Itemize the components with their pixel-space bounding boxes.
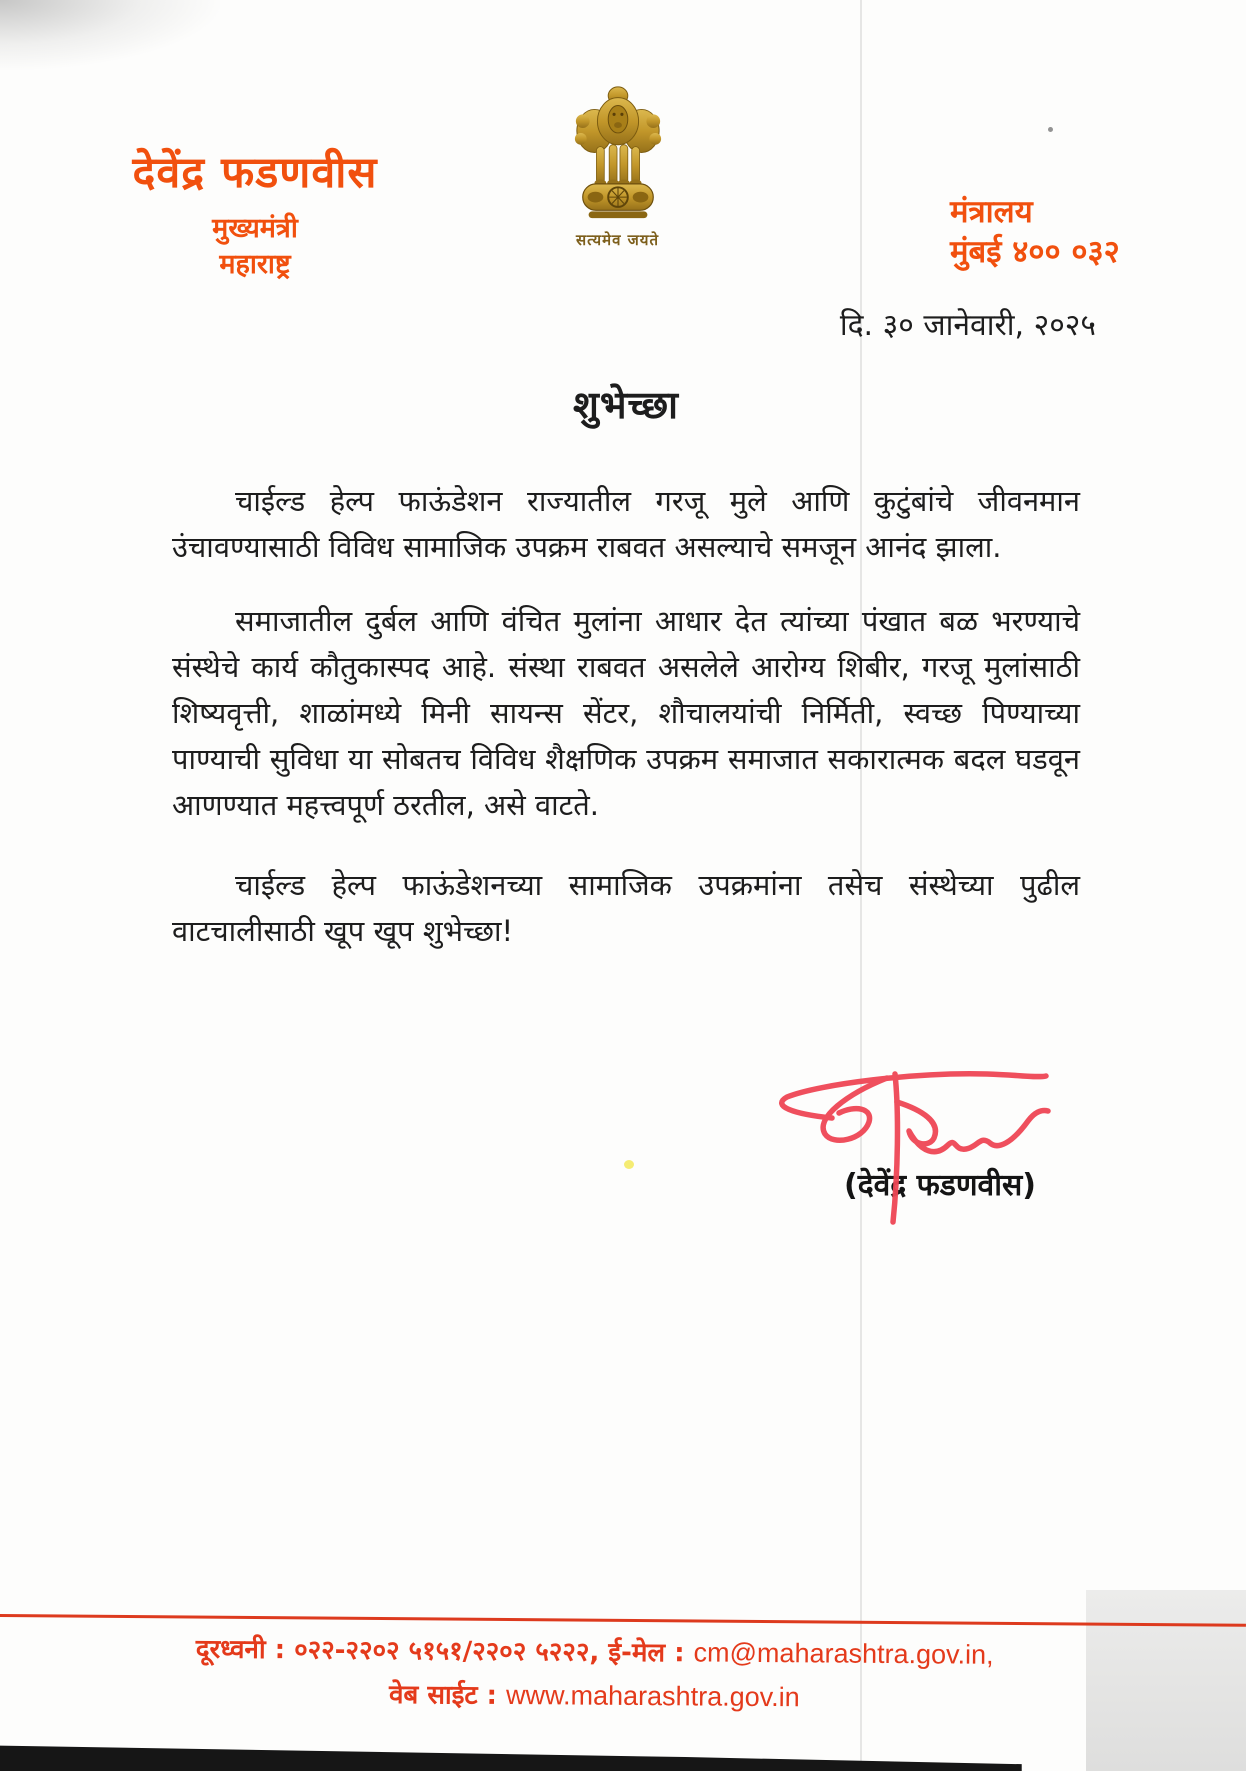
website-url: www.maharashtra.gov.in — [505, 1679, 800, 1713]
paragraph-2: समाजातील दुर्बल आणि वंचित मुलांना आधार देत त्यांच्या पंखात बळ भरण्याचे संस्थेचे कार्य कौतुकास्पद आहे. संस्था राबवत असलेले आरोग्य शिबीर, गरजू मुलांसाठी शिष्यवृत्ती, शाळांमध्ये मिनी सायन्स सेंटर, शौचालयांची निर्मिती, स्वच्छ पिण्याच्या पाण्याची सुविधा या सोबतच विविध शैक्षणिक उपक्रम समाजात सकारात्मक बदल घडवून आणण्यात महत्त्वपूर्ण ठरतील, असे वाटते. — [172, 604, 1080, 822]
email-label: ई-मेल : — [608, 1637, 685, 1669]
office-address: मुंबई ४०० ०३२ — [950, 234, 1120, 270]
footer-website-line — [0, 1672, 1190, 1717]
email-address: cm@maharashtra.gov.in, — [693, 1637, 994, 1670]
scan-yellow-speck — [624, 1160, 634, 1169]
office-name: मंत्रालय — [950, 194, 1033, 230]
sender-state: महाराष्ट्र — [219, 249, 291, 280]
scan-corner-shadow — [0, 0, 220, 70]
phone-numbers: ०२२-२२०२ ५१५१/२२०२ ५२२२, — [294, 1635, 600, 1668]
emblem-motto: सत्यमेव जयते — [575, 231, 660, 249]
footer-contact-line — [0, 1628, 1190, 1673]
paragraph-1: चाईल्ड हेल्प फाऊंडेशन राज्यातील गरजू मुले आणि कुटुंबांचे जीवनमान उंचावण्यासाठी विविध सामाजिक उपक्रम राबवत असल्याचे समजून आनंद झाला. — [172, 484, 1080, 564]
scan-speck — [1048, 127, 1053, 132]
letter-subject: शुभेच्छा — [572, 383, 680, 427]
sender-name: देवेंद्र फडणवीस — [132, 148, 378, 198]
footer-block — [0, 1614, 1246, 1718]
scan-bottom-edge — [0, 1740, 1246, 1771]
website-label: वेब साईट : — [388, 1680, 498, 1711]
footer-divider — [0, 1614, 1246, 1627]
signature-block — [735, 1060, 1095, 1240]
letterhead-emblem-block — [560, 82, 675, 250]
letter-body — [172, 478, 1080, 982]
letter-date: दि. ३० जानेवारी, २०२५ — [839, 308, 1096, 343]
signature-ink-icon — [735, 1060, 1075, 1235]
paragraph-3: चाईल्ड हेल्प फाऊंडेशनच्या सामाजिक उपक्रमांना तसेच संस्थेच्या पुढील वाटचालीसाठी खूप खूप शुभेच्छा! — [172, 868, 1080, 948]
sender-title: मुख्यमंत्री — [212, 213, 298, 244]
letterhead-sender-block — [100, 143, 410, 283]
phone-label: दूरध्वनी : — [195, 1634, 286, 1666]
letterhead-office-block — [950, 192, 1200, 272]
state-emblem-icon — [569, 82, 667, 227]
signatory-name: (देवेंद्र फडणवीस) — [843, 1168, 1036, 1203]
